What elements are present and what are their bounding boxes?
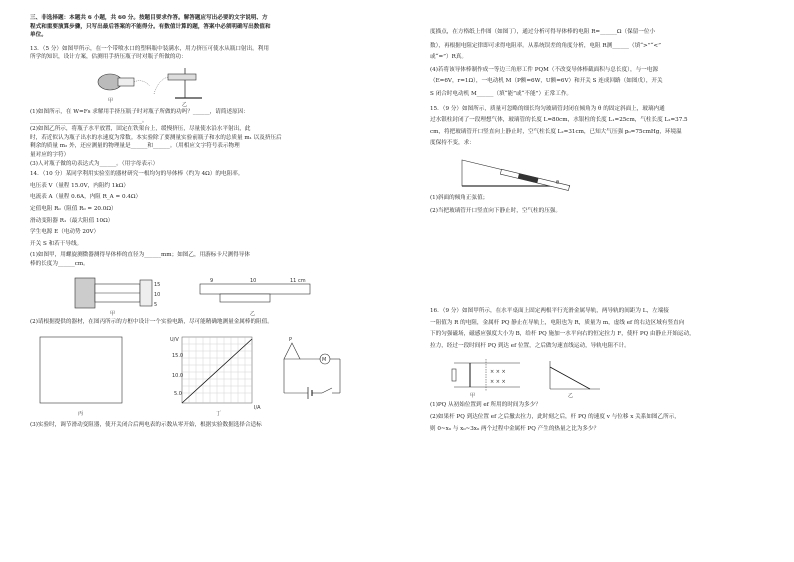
q16-label-a: 甲 xyxy=(470,392,476,399)
svg-text:11 cm: 11 cm xyxy=(290,278,306,285)
right-column xyxy=(430,28,770,433)
q16-figure xyxy=(450,357,610,397)
svg-text:10: 10 xyxy=(250,278,257,285)
q14-measure-drawing xyxy=(70,272,320,316)
q14-line: 定值电阻 R₀（阻值 R₀ = 20.0Ω） xyxy=(30,205,117,212)
svg-text:10: 10 xyxy=(154,292,161,299)
svg-text:5: 5 xyxy=(154,302,158,309)
q16-line: 下的匀强磁场，磁感应强度大小为 B，给杆 PQ 施加一水平向右的恒定拉力 F，使杆 PQ 由静止开始运动， xyxy=(430,331,695,338)
q15-line: 过水银柱封闭了一段理想气体，玻璃管的长度 L=80cm，水银柱的长度 L₁=25cm，气柱长度 L₂=37.5 xyxy=(430,117,688,124)
q14-circuit-figure xyxy=(30,333,360,417)
graph-y-label: U/V xyxy=(170,337,179,344)
graph-x-label: I/A xyxy=(254,405,261,412)
q14-part2: (2)请根据提供的器材，在图丙所示的方框中设计一个实验电路，尽可能精确地测量金属棒的阻值。 xyxy=(30,319,273,326)
q15-question: (1)斜面的倾角正弦值； xyxy=(430,194,489,201)
q14-line: 电流表 A（量程 0.6A，内阻 R_A = 0.4Ω） xyxy=(30,194,142,201)
q14-line: 棒的长度为______cm。 xyxy=(30,260,89,267)
q13-body: 量对应的字符） xyxy=(30,151,70,158)
answer-space xyxy=(430,215,770,307)
q13-body: ________________________________________。 xyxy=(30,117,148,124)
q13-body: 剩余的质量 m₂ 外，还应测量的物理量是______和______。（用相应文字符号表示物理 xyxy=(30,143,240,150)
q15-line: 15．（9 分）如图所示，质量可忽略的细长均匀玻璃管封闭在倾角为 θ 的固定斜面上，玻璃内通 xyxy=(430,105,665,112)
q16-label-b: 乙 xyxy=(568,392,574,399)
q14-part3: (3)实验时，调节滑动变阻器，使开关闭合后两电表的示数从零开始，根据实验数据选择合适标 xyxy=(30,422,262,429)
section-heading: 三、非选择题：本题共 6 小题，共 60 分。按题目要求作答。解答题应写出必要的文字说明、方 xyxy=(30,15,268,21)
q14-line: 电压表 V（量程 15.0V，内阻约 1kΩ） xyxy=(30,182,129,189)
q16-line: 16．（9 分）如图甲所示，在水平桌面上固定两根平行光滑金属导轨，两导轨的间距为 L，左端接 xyxy=(430,308,669,315)
q16-rails-drawing xyxy=(450,357,610,397)
q13-figure-drawing xyxy=(90,64,220,108)
svg-text:× × ×: × × × xyxy=(490,368,506,375)
q14-circuit-drawing xyxy=(30,333,360,417)
q14-line: 开关 S 和若干导线。 xyxy=(30,240,83,247)
q14-cont: （E=6V，r=1Ω），一电动机 M（P额=6W，U额=6V）和开关 S 连成回路（如图戊），开关 xyxy=(430,78,663,85)
q13-label-b: 乙 xyxy=(182,101,188,108)
svg-text:5.0: 5.0 xyxy=(174,391,182,398)
section-heading-line2: 程式和重要演算步骤，只写出最后答案的不能得分。有数值计算的题，答案中必须明确写出数值和 xyxy=(30,23,271,30)
q13-body: (2)如图乙所示，将瓶子水平放置，固定在铁架台上，缓慢挤压，尽量使水沿水平射出，此 xyxy=(30,126,251,133)
q14-label-a: 甲 xyxy=(110,311,116,318)
q16-question: (1)PQ 从初始位置到 ef 所用的时间为多少？ xyxy=(430,401,541,408)
q15-line: 度保持不变，求： xyxy=(430,140,475,147)
q13-line: 所学的知识，设计方案，估测用手挤压瓶子时对瓶子所做的功： xyxy=(30,54,187,61)
motor-circuit xyxy=(284,337,340,399)
q14-cont: S 闭合时电动机 M______（填“能”或“不能”）正常工作。 xyxy=(430,90,573,97)
left-column xyxy=(30,14,375,430)
svg-text:10.0: 10.0 xyxy=(172,373,184,380)
section-heading-line3: 单位。 xyxy=(30,32,47,39)
q14-line: 14．（10 分）某同学利用实验室的器材研究一根均匀的导体棒（约为 4Ω）的电阻率。 xyxy=(30,171,244,178)
svg-text:15.0: 15.0 xyxy=(172,353,184,360)
q13-body: 时，若近似认为瓶子出水的水速度为常数。本实验除了要测量实验前瓶子和水的总质量 m₁ 以及挤压后 xyxy=(30,134,282,141)
svg-text:9: 9 xyxy=(210,278,214,285)
q14-label-c: 丙 xyxy=(78,411,84,418)
q14-cont: 度描点，在方格纸上作图（如图丁），通过分析可得导体棒的电阻 R=______Ω（保留一位小 xyxy=(430,29,656,35)
q15-figure xyxy=(460,152,580,192)
q14-label-b: 乙 xyxy=(250,311,256,318)
q16-question: (2)如果杆 PQ 到达位置 ef 之后撤去拉力，此时刻之后，杆 PQ 的速度 v 与位移 x 关系如图乙所示， xyxy=(430,414,680,421)
q14-cont: 数），再根据电阻定律即可求得电阻率。从系统误差的角度分析，电阻 R测______（填“>”“<” xyxy=(430,42,661,49)
q13-figure xyxy=(90,64,220,108)
ui-graph xyxy=(170,337,261,411)
svg-text:M: M xyxy=(322,357,327,364)
q14-cont: (4)若将该导体棒制作成一等边三角形工件 PQM（不改变导体棒截面积与总长度），与一电源 xyxy=(430,66,658,73)
svg-text:× × ×: × × × xyxy=(490,378,506,385)
q13-body: (1)如图所示，在 W=Fs 求解用手挤压瓶子时对瓶子所做的功吗？______，请简述原因： xyxy=(30,108,249,115)
svg-text:15: 15 xyxy=(154,282,161,289)
q14-line: 学生电源 E（电动势 20V） xyxy=(30,229,100,236)
q16-question: 则 0~x₀ 与 x₀~3x₀ 两个过程中金属杆 PQ 产生的热量之比为多少？ xyxy=(430,425,600,432)
q14-label-d: 丁 xyxy=(216,411,222,418)
q16-line: 拉力，经过一段时间杆 PQ 到达 ef 位置，之后做匀速直线运动，导轨电阻不计。 xyxy=(430,342,630,349)
q15-question: (2)当把玻璃管开口竖直向下静止时，空气柱的压强。 xyxy=(430,207,561,214)
q14-line: 滑动变阻器 R₁（最大阻值 10Ω） xyxy=(30,217,114,224)
svg-text:P: P xyxy=(289,337,293,344)
svg-text:θ: θ xyxy=(556,179,560,186)
q14-line: (1)如图甲，用螺旋测微器测得导体棒的直径为______mm；如图乙，用游标卡尺测得导体 xyxy=(30,252,250,259)
q14-measure-figure xyxy=(70,272,320,316)
q16-line: 一阻值为 R 的电阻，金属杆 PQ 静止在导轨上，电阻也为 R，质量为 m，虚线 ef 的右边区域有竖直向 xyxy=(430,319,685,326)
q15-line: cm，将把玻璃管开口竖直向上静止时，空气柱长度 L₂=31cm，已知大气压强 p₀=75cmHg，环境温 xyxy=(430,128,682,135)
q14-cont: 或“=”）R真。 xyxy=(430,54,467,61)
q13-line: 13．（5 分）如图甲所示，在一个带喷水口的塑料瓶中装满水，用力挤压可使水从瓶口射出。利用 xyxy=(30,45,269,52)
q13-body: (3)人对瓶子做的功表达式为______。（用字母表示） xyxy=(30,160,159,167)
q15-incline-drawing xyxy=(460,152,580,192)
q13-label-a: 甲 xyxy=(108,97,114,104)
